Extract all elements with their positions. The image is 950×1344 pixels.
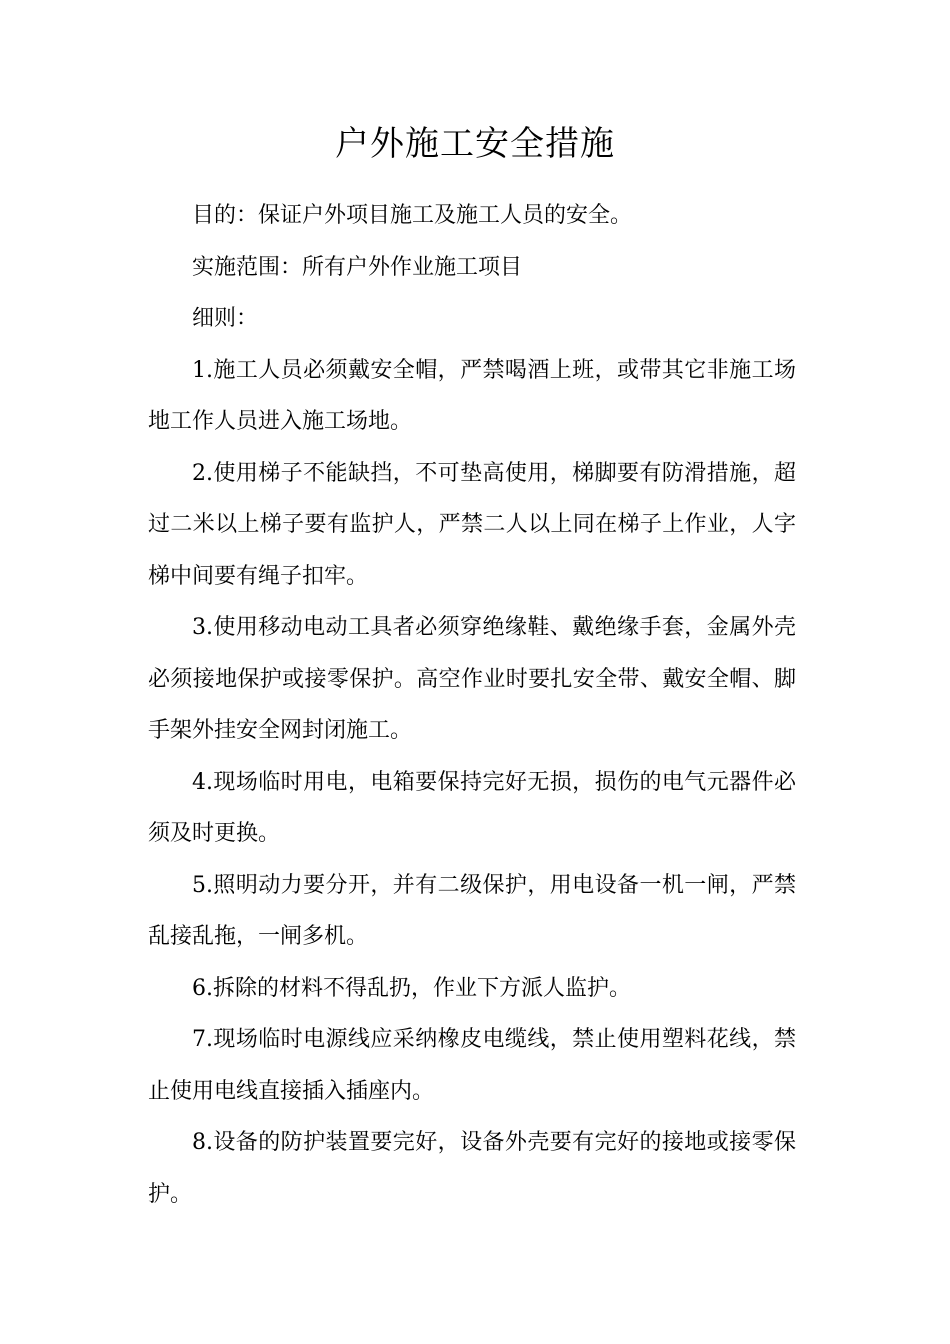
document-title: 户外施工安全措施: [335, 124, 615, 164]
document-body: [148, 190, 796, 1220]
rule-item-6: 6.拆除的材料不得乱扔，作业下方派人监护。: [192, 975, 631, 1001]
paragraph-purpose: 目的：保证户外项目施工及施工人员的安全。: [192, 203, 633, 228]
rule-item-4: 4.现场临时用电，电箱要保持完好无损，损伤的电气元器件必须及时更换。: [148, 769, 796, 846]
paragraph-scope: 实施范围：所有户外作业施工项目: [192, 254, 523, 280]
rule-item-3: 3.使用移动电动工具者必须穿绝缘鞋、戴绝缘手套，金属外壳必须接地保护或接零保护。高空作业时要扎安全带、戴安全帽、脚手架外挂安全网封闭施工。: [148, 615, 796, 743]
rule-item-2: 2.使用梯子不能缺挡，不可垫高使用，梯脚要有防滑措施，超过二米以上梯子要有监护人，严禁二人以上同在梯子上作业，人字梯中间要有绳子扣牢。: [148, 460, 796, 589]
rule-item-1: 1.施工人员必须戴安全帽，严禁喝酒上班，或带其它非施工场地工作人员进入施工场地。: [148, 357, 796, 434]
rule-item-8: 8.设备的防护装置要完好，设备外壳要有完好的接地或接零保护。: [148, 1130, 796, 1207]
paragraph-rules-heading: 细则：: [192, 306, 259, 331]
rule-item-5: 5.照明动力要分开，并有二级保护，用电设备一机一闸，严禁乱接乱拖，一闸多机。: [148, 872, 796, 949]
rule-item-7: 7.现场临时电源线应采纳橡皮电缆线，禁止使用塑料花线，禁止使用电线直接插入插座内。: [148, 1027, 796, 1104]
